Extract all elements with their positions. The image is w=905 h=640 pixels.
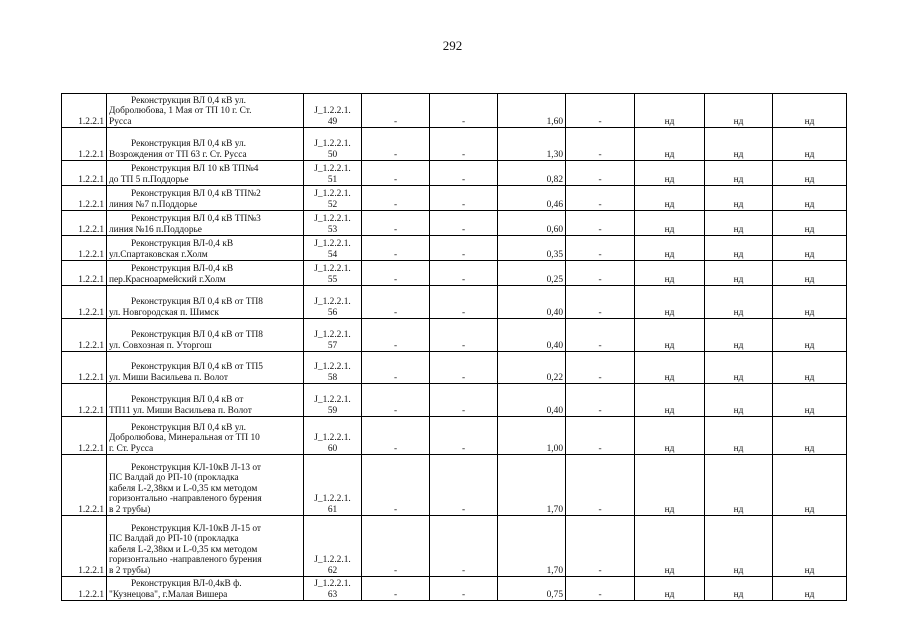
table-body — [62, 94, 847, 601]
row-description — [107, 319, 304, 352]
cell-col7: - — [566, 319, 635, 352]
cell-col8: нд — [635, 161, 705, 186]
cell-col8: нд — [635, 211, 705, 236]
cell-col7: - — [566, 236, 635, 261]
cell-col5: - — [430, 455, 498, 516]
cell-col4: - — [362, 352, 430, 384]
description-line: Реконструкция КЛ-10кВ Л-15 от — [131, 523, 262, 534]
cell-col8: нд — [635, 417, 705, 455]
cell-col5: - — [430, 417, 498, 455]
cell-col9: нд — [705, 161, 773, 186]
description-line: Реконструкция ВЛ-0,4 кВ — [131, 264, 234, 275]
row-identifier — [304, 236, 362, 261]
identifier-line: J_1.2.2.1. — [314, 555, 351, 566]
row-code: 1.2.2.1 — [62, 516, 107, 577]
table-row — [62, 128, 847, 161]
identifier-line: 55 — [327, 274, 338, 285]
description-line: ПС Валдай до РП-10 (прокладка — [109, 534, 239, 545]
cell-col5: - — [430, 384, 498, 417]
table-row — [62, 455, 847, 516]
description-line: пер.Красноармейский г.Холм — [109, 274, 226, 285]
cell-col5: - — [430, 128, 498, 161]
identifier-line: 59 — [327, 405, 338, 416]
row-identifier — [304, 94, 362, 128]
cell-col4: - — [362, 286, 430, 319]
cell-length-km: 0,25 — [498, 261, 566, 286]
identifier-line: J_1.2.2.1. — [314, 214, 351, 225]
identifier-line: 52 — [327, 199, 338, 210]
cell-col5: - — [430, 261, 498, 286]
row-code: 1.2.2.1 — [62, 94, 107, 128]
cell-length-km: 1,70 — [498, 455, 566, 516]
table-row — [62, 352, 847, 384]
cell-col10: нд — [773, 516, 847, 577]
row-code: 1.2.2.1 — [62, 384, 107, 417]
identifier-line: 56 — [327, 307, 338, 318]
cell-col9: нд — [705, 261, 773, 286]
cell-col8: нд — [635, 286, 705, 319]
cell-col9: нд — [705, 94, 773, 128]
cell-col7: - — [566, 384, 635, 417]
cell-col9: нд — [705, 577, 773, 601]
table-row — [62, 577, 847, 601]
description-line: Русса — [109, 116, 132, 127]
description-line: Добролюбова, Минеральная от ТП 10 — [109, 433, 260, 444]
row-code: 1.2.2.1 — [62, 161, 107, 186]
row-identifier — [304, 577, 362, 601]
cell-length-km: 0,22 — [498, 352, 566, 384]
row-code: 1.2.2.1 — [62, 211, 107, 236]
cell-col10: нд — [773, 417, 847, 455]
cell-col4: - — [362, 211, 430, 236]
row-description — [107, 211, 304, 236]
cell-length-km: 1,70 — [498, 516, 566, 577]
cell-col5: - — [430, 94, 498, 128]
cell-col4: - — [362, 516, 430, 577]
identifier-line: J_1.2.2.1. — [314, 579, 351, 590]
identifier-line: J_1.2.2.1. — [314, 106, 351, 117]
row-code: 1.2.2.1 — [62, 186, 107, 211]
cell-length-km: 1,30 — [498, 128, 566, 161]
identifier-line: J_1.2.2.1. — [314, 433, 351, 444]
identifier-line: J_1.2.2.1. — [314, 330, 351, 341]
identifier-line: 50 — [327, 149, 338, 160]
table-row — [62, 319, 847, 352]
cell-col8: нд — [635, 516, 705, 577]
identifier-line: 49 — [327, 116, 338, 127]
description-line: ПС Валдай до РП-10 (прокладка — [109, 473, 239, 484]
cell-col10: нд — [773, 319, 847, 352]
row-identifier — [304, 161, 362, 186]
cell-length-km: 1,00 — [498, 417, 566, 455]
description-line: Реконструкция ВЛ 0,4 кВ ул. — [131, 422, 247, 433]
description-line: горизонтально -направленого бурения — [109, 555, 262, 566]
cell-col9: нд — [705, 384, 773, 417]
cell-col9: нд — [705, 516, 773, 577]
description-line: Реконструкция ВЛ 0,4 кВ от ТП8 — [131, 297, 263, 308]
description-line: Возрождения от ТП 63 г. Ст. Русса — [109, 149, 247, 160]
cell-col8: нд — [635, 352, 705, 384]
description-line: Реконструкция ВЛ 10 кВ ТП№4 — [131, 164, 259, 175]
description-line: Реконструкция ВЛ-0,4 кВ — [131, 239, 234, 250]
row-description — [107, 577, 304, 601]
row-description — [107, 384, 304, 417]
cell-col10: нд — [773, 94, 847, 128]
cell-col7: - — [566, 577, 635, 601]
description-line: до ТП 5 п.Поддорье — [109, 174, 189, 185]
description-line: ул. Новгородская п. Шимск — [109, 307, 219, 318]
cell-col8: нд — [635, 577, 705, 601]
table-row — [62, 161, 847, 186]
cell-col7: - — [566, 455, 635, 516]
table-row — [62, 516, 847, 577]
description-line: "Кузнецова", г.Малая Вишера — [109, 589, 228, 600]
row-description — [107, 286, 304, 319]
cell-col8: нд — [635, 186, 705, 211]
row-code: 1.2.2.1 — [62, 455, 107, 516]
cell-length-km: 0,60 — [498, 211, 566, 236]
description-line: линия №7 п.Поддорье — [109, 199, 198, 210]
cell-col4: - — [362, 417, 430, 455]
description-line: Реконструкция ВЛ 0,4 кВ ТП№3 — [131, 214, 261, 225]
identifier-line: J_1.2.2.1. — [314, 264, 351, 275]
description-line: горизонтально -направленого бурения — [109, 494, 262, 505]
cell-col10: нд — [773, 186, 847, 211]
cell-col10: нд — [773, 286, 847, 319]
description-line: в 2 трубы) — [109, 565, 151, 576]
cell-col10: нд — [773, 384, 847, 417]
description-line: ул.Спартаковская г.Холм — [109, 249, 208, 260]
identifier-line: J_1.2.2.1. — [314, 494, 351, 505]
cell-length-km: 0,75 — [498, 577, 566, 601]
cell-col7: - — [566, 186, 635, 211]
row-identifier — [304, 516, 362, 577]
cell-col10: нд — [773, 352, 847, 384]
description-line: ул. Миши Васильева п. Волот — [109, 372, 228, 383]
row-identifier — [304, 186, 362, 211]
cell-col4: - — [362, 161, 430, 186]
cell-col9: нд — [705, 211, 773, 236]
cell-col5: - — [430, 236, 498, 261]
cell-col7: - — [566, 94, 635, 128]
row-description — [107, 128, 304, 161]
cell-length-km: 1,60 — [498, 94, 566, 128]
row-identifier — [304, 455, 362, 516]
cell-col10: нд — [773, 455, 847, 516]
identifier-line: 62 — [327, 565, 338, 576]
cell-col10: нд — [773, 128, 847, 161]
cell-col4: - — [362, 261, 430, 286]
cell-col5: - — [430, 577, 498, 601]
identifier-line: 63 — [327, 589, 338, 600]
cell-col4: - — [362, 128, 430, 161]
table-row — [62, 236, 847, 261]
row-description — [107, 417, 304, 455]
cell-col9: нд — [705, 417, 773, 455]
cell-col7: - — [566, 211, 635, 236]
cell-col9: нд — [705, 352, 773, 384]
row-description — [107, 94, 304, 128]
cell-col5: - — [430, 352, 498, 384]
cell-col8: нд — [635, 94, 705, 128]
cell-length-km: 0,40 — [498, 286, 566, 319]
row-identifier — [304, 286, 362, 319]
row-identifier — [304, 384, 362, 417]
works-table — [61, 93, 847, 601]
identifier-line: J_1.2.2.1. — [314, 164, 351, 175]
cell-col8: нд — [635, 128, 705, 161]
description-line: Реконструкция ВЛ-0,4кВ ф. — [131, 579, 242, 590]
cell-col5: - — [430, 516, 498, 577]
cell-col4: - — [362, 236, 430, 261]
description-line: Добролюбова, 1 Мая от ТП 10 г. Ст. — [109, 106, 252, 117]
cell-length-km: 0,40 — [498, 384, 566, 417]
cell-col8: нд — [635, 261, 705, 286]
cell-col5: - — [430, 211, 498, 236]
cell-col4: - — [362, 319, 430, 352]
cell-col9: нд — [705, 319, 773, 352]
row-code: 1.2.2.1 — [62, 128, 107, 161]
identifier-line: J_1.2.2.1. — [314, 362, 351, 373]
cell-col9: нд — [705, 286, 773, 319]
row-code: 1.2.2.1 — [62, 236, 107, 261]
description-line: кабеля L-2,38км и L-0,35 км методом — [109, 483, 258, 494]
cell-col9: нд — [705, 186, 773, 211]
row-description — [107, 186, 304, 211]
identifier-line: J_1.2.2.1. — [314, 189, 351, 200]
description-line: ул. Совхозная п. Уторгош — [109, 340, 212, 351]
identifier-line: J_1.2.2.1. — [314, 395, 351, 406]
cell-col9: нд — [705, 236, 773, 261]
description-line: Реконструкция ВЛ 0,4 кВ ул. — [131, 95, 247, 106]
cell-col7: - — [566, 417, 635, 455]
description-line: ТП11 ул. Миши Васильева п. Волот — [109, 405, 252, 416]
description-line: Реконструкция ВЛ 0,4 кВ ТП№2 — [131, 189, 261, 200]
row-code: 1.2.2.1 — [62, 261, 107, 286]
table-row — [62, 417, 847, 455]
row-description — [107, 352, 304, 384]
cell-col10: нд — [773, 161, 847, 186]
cell-col9: нд — [705, 128, 773, 161]
cell-col10: нд — [773, 236, 847, 261]
cell-col5: - — [430, 161, 498, 186]
cell-col10: нд — [773, 211, 847, 236]
row-identifier — [304, 211, 362, 236]
table-row — [62, 261, 847, 286]
cell-col8: нд — [635, 236, 705, 261]
row-code: 1.2.2.1 — [62, 352, 107, 384]
row-code: 1.2.2.1 — [62, 577, 107, 601]
row-identifier — [304, 319, 362, 352]
table-row — [62, 94, 847, 128]
cell-length-km: 0,35 — [498, 236, 566, 261]
identifier-line: 61 — [327, 504, 338, 515]
cell-col4: - — [362, 186, 430, 211]
table-row — [62, 286, 847, 319]
cell-col7: - — [566, 286, 635, 319]
row-code: 1.2.2.1 — [62, 417, 107, 455]
cell-col8: нд — [635, 455, 705, 516]
row-code: 1.2.2.1 — [62, 319, 107, 352]
row-identifier — [304, 261, 362, 286]
identifier-line: J_1.2.2.1. — [314, 139, 351, 150]
description-line: Реконструкция ВЛ 0,4 кВ от ТП8 — [131, 330, 263, 341]
identifier-line: 60 — [327, 443, 338, 454]
description-line: г. Ст. Русса — [109, 443, 154, 454]
cell-col8: нд — [635, 384, 705, 417]
row-identifier — [304, 352, 362, 384]
row-description — [107, 516, 304, 577]
page-number: 292 — [442, 38, 463, 53]
cell-length-km: 0,40 — [498, 319, 566, 352]
description-line: линия №16 п.Поддорье — [109, 224, 202, 235]
cell-col7: - — [566, 516, 635, 577]
cell-col7: - — [566, 261, 635, 286]
cell-col4: - — [362, 577, 430, 601]
row-description — [107, 261, 304, 286]
cell-length-km: 0,46 — [498, 186, 566, 211]
row-identifier — [304, 128, 362, 161]
cell-col4: - — [362, 384, 430, 417]
cell-col4: - — [362, 455, 430, 516]
description-line: кабеля L-2,38км и L-0,35 км методом — [109, 544, 258, 555]
description-line: Реконструкция ВЛ 0,4 кВ от ТП5 — [131, 362, 263, 373]
table-row — [62, 384, 847, 417]
cell-col7: - — [566, 161, 635, 186]
description-line: Реконструкция КЛ-10кВ Л-13 от — [131, 462, 262, 473]
cell-col10: нд — [773, 261, 847, 286]
cell-col7: - — [566, 128, 635, 161]
cell-col5: - — [430, 186, 498, 211]
identifier-line: 51 — [327, 174, 338, 185]
identifier-line: 57 — [327, 340, 338, 351]
identifier-line: J_1.2.2.1. — [314, 297, 351, 308]
cell-col5: - — [430, 319, 498, 352]
identifier-line: 58 — [327, 372, 338, 383]
row-description — [107, 161, 304, 186]
cell-col8: нд — [635, 319, 705, 352]
description-line: Реконструкция ВЛ 0,4 кВ ул. — [131, 139, 247, 150]
cell-col9: нд — [705, 455, 773, 516]
description-line: Реконструкция ВЛ 0,4 кВ от — [131, 395, 244, 406]
row-description — [107, 455, 304, 516]
table-row — [62, 211, 847, 236]
identifier-line: 54 — [327, 249, 338, 260]
table-row — [62, 186, 847, 211]
row-identifier — [304, 417, 362, 455]
identifier-line: 53 — [327, 224, 338, 235]
description-line: в 2 трубы) — [109, 504, 151, 515]
row-description — [107, 236, 304, 261]
identifier-line: J_1.2.2.1. — [314, 239, 351, 250]
cell-length-km: 0,82 — [498, 161, 566, 186]
cell-col5: - — [430, 286, 498, 319]
row-code: 1.2.2.1 — [62, 286, 107, 319]
cell-col4: - — [362, 94, 430, 128]
cell-col10: нд — [773, 577, 847, 601]
cell-col7: - — [566, 352, 635, 384]
